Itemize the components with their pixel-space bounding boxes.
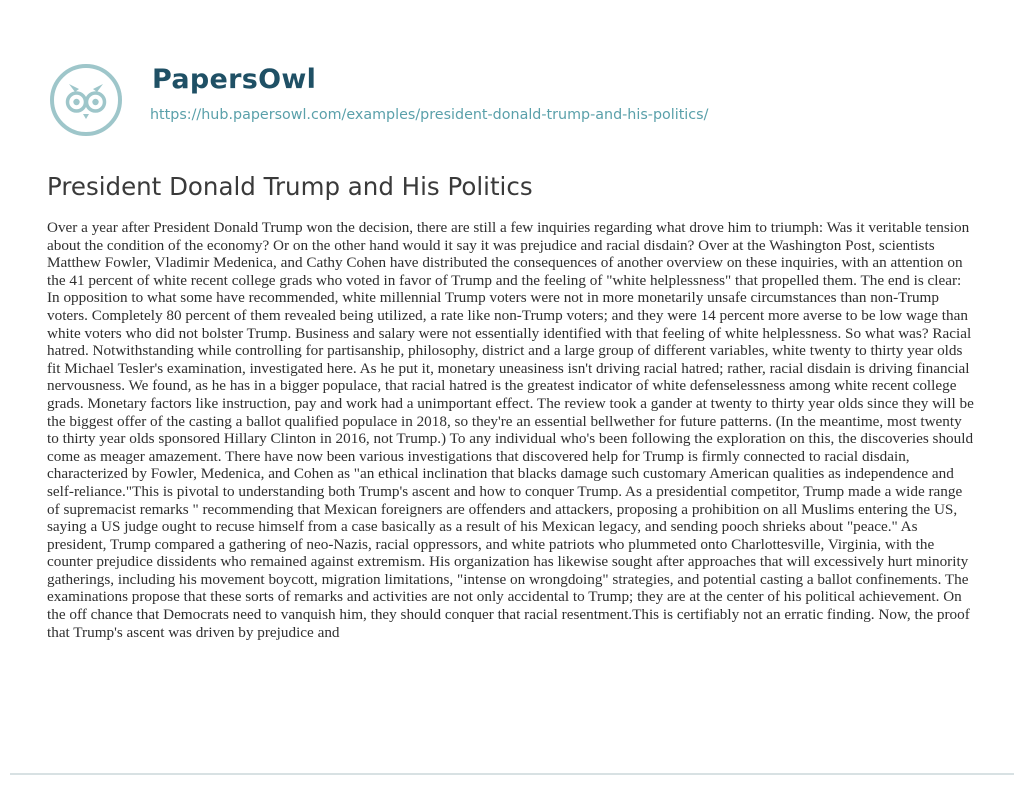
- owl-logo-icon[interactable]: [48, 62, 124, 138]
- bottom-divider: [10, 773, 1014, 775]
- source-url-link[interactable]: https://hub.papersowl.com/examples/president-donald-trump-and-his-politics/: [150, 107, 709, 123]
- page-title: President Donald Trump and His Politics: [47, 172, 533, 201]
- brand-name[interactable]: PapersOwl: [152, 64, 317, 95]
- article-body: Over a year after President Donald Trump won the decision, there are still a few inquiries regarding what drove him to triumph: Was it veritable tension about the condition of the economy? Or on the other hand would it say it was prejudice and racial disdain? Over at the Washington Post, scientists Matthew Fowler, Vladimir Medenica, and Cathy Cohen have distributed the consequences of another overview on these inquiries, with an attention on the 41 percent of white recent college grads who voted in favor of Trump and the feeling of "white helplessness" that propelled them. The end is clear: In opposition to what some have recommended, white millennial Trump voters were not in more monetarily unsafe circumstances than non-Trump voters. Completely 80 percent of them revealed being utilized, a rate like non-Trump voters; and they were 14 percent more averse to be low wage than white voters who did not bolster Trump. Business and salary were not essentially identified with that feeling of white helplessness. So what was? Racial hatred. Notwithstanding while controlling for partisanship, philosophy, district and a large group of different variables, white twenty to thirty year olds fit Michael Tesler's examination, investigated here. As he put it, monetary uneasiness isn't driving racial hatred; rather, racial disdain is driving financial nervousness. We found, as he has in a bigger populace, that racial hatred is the greatest indicator of white defenselessness among white recent college grads. Monetary factors like instruction, pay and work had a unimportant effect. The review took a gander at twenty to thirty year olds since they will be the biggest offer of the casting a ballot qualified populace in 2018, so they're an essential bellwether for future patterns. (In the meantime, most twenty to thirty year olds sponsored Hillary Clinton in 2016, not Trump.) To any individual who's been following the exploration on this, the discoveries should come as meager amazement. There have now been various investigations that discovered help for Trump is firmly connected to racial disdain, characterized by Fowler, Medenica, and Cohen as "an ethical inclination that blacks damage such customary American qualities as independence and self-reliance."This is pivotal to understanding both Trump's ascent and how to conquer Trump. As a presidential competitor, Trump made a wide range of supremacist remarks " recommending that Mexican foreigners are offenders and attackers, proposing a prohibition on all Muslims entering the US, saying a US judge ought to recuse himself from a case basically as a result of his Mexican legacy, and sending pooch shrieks about "peace." As president, Trump compared a gathering of neo-Nazis, racial oppressors, and white patriots who plummeted onto Charlottesville, Virginia, with the counter prejudice dissidents who remained against extremism. His organization has likewise sought after approaches that will excessively hurt minority gatherings, including his movement boycott, migration limitations, "intense on wrongdoing" strategies, and potential casting a ballot confinements. The examinations propose that these sorts of remarks and activities are not only accidental to Trump; they are at the center of his political achievement. On the off chance that Democrats need to vanquish him, they should conquer that racial resentment.This is certifiably not an erratic finding. Now, the proof that Trump's ascent was driven by prejudice and: [47, 219, 974, 641]
- site-header: [48, 62, 948, 132]
